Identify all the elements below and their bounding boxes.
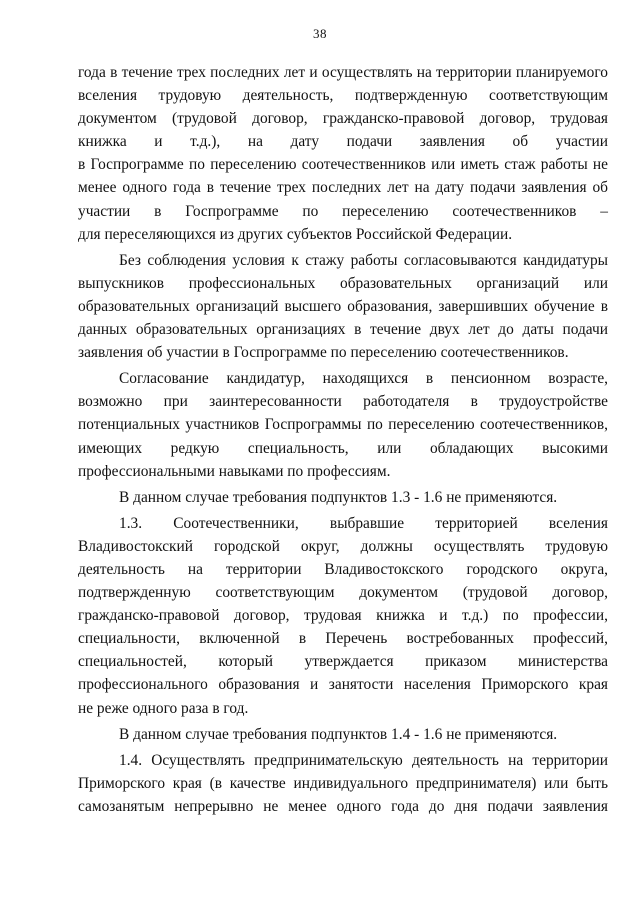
text-line: профессиональными навыками по профессиям. (78, 462, 391, 480)
text-line: самозанятым непрерывно не менее одного года до дня подачи заявления (78, 797, 608, 815)
text-line: В данном случае требования подпунктов 1.3 - 1.6 не применяются. (119, 488, 558, 506)
paragraph-p1 (78, 61, 608, 246)
paragraph-p7 (78, 749, 608, 818)
text-line: не реже одного раза в год. (78, 699, 249, 717)
text-line: участии в Госпрограмме по переселению соотечественников – (78, 202, 608, 220)
text-line: Владивостокский городской округ, должны осуществлять трудовую (78, 537, 608, 555)
text-line: Согласование кандидатур, находящихся в пенсионном возрасте, (119, 370, 608, 388)
text-line: 1.3. Соотечественники, выбравшие территорией вселения (119, 514, 608, 532)
paragraph-p4 (78, 486, 608, 509)
paragraph-p6 (78, 723, 608, 746)
text-line: потенциальных участников Госпрограммы по переселению соотечественников, (78, 416, 608, 434)
paragraph-p5 (78, 512, 608, 720)
text-line: данных образовательных организациях в течение двух лет до даты подачи (78, 321, 608, 339)
text-line: подтвержденную соответствующим документом (трудовой договор, (78, 584, 608, 602)
text-line: документом (трудовой договор, гражданско-правовой договор, трудовая (78, 110, 608, 128)
text-line: В данном случае требования подпунктов 1.4 - 1.6 не применяются. (119, 725, 558, 743)
text-line: образовательных организаций высшего образования, завершивших обучение в (78, 297, 608, 315)
text-line: года в течение трех последних лет и осуществлять на территории планируемого (78, 64, 608, 81)
text-line: Приморского края (в качестве индивидуального предпринимателя) или быть (78, 774, 608, 792)
text-line: специальности, включенной в Перечень востребованных профессий, (78, 630, 608, 648)
text-line: выпускников профессиональных образовательных организаций или (78, 274, 608, 292)
text-line: профессионального образования и занятости населения Приморского края (78, 676, 608, 694)
document-body (78, 61, 608, 821)
text-line: книжка и т.д.), на дату подачи заявления об участии (78, 133, 608, 151)
text-line: имеющих редкую специальность, или обладающих высокими (78, 439, 608, 457)
paragraph-p2 (78, 249, 608, 364)
paragraph-p3 (78, 367, 608, 482)
text-line: 1.4. Осуществлять предпринимательскую деятельность на территории (119, 751, 608, 769)
text-line: заявления об участии в Госпрограмме по переселению соотечественников. (78, 344, 569, 362)
text-line: Без соблюдения условия к стажу работы согласовываются кандидатуры (119, 251, 608, 269)
text-line: гражданско-правовой договор, трудовая книжка и т.д.) по профессии, (78, 607, 608, 625)
page-number: 38 (313, 26, 327, 41)
text-line: для переселяющихся из других субъектов Российской Федерации. (78, 225, 513, 243)
text-line: вселения трудовую деятельность, подтвержденную соответствующим (78, 87, 608, 105)
text-line: специальностей, который утверждается приказом министерства (78, 653, 608, 671)
text-line: возможно при заинтересованности работодателя в трудоустройстве (78, 393, 608, 411)
text-line: в Госпрограмме по переселению соотечественников или иметь стаж работы не (78, 156, 608, 174)
text-line: менее одного года в течение трех последних лет на дату подачи заявления об (78, 179, 608, 197)
text-line: деятельность на территории Владивостокского городского округа, (78, 560, 608, 578)
